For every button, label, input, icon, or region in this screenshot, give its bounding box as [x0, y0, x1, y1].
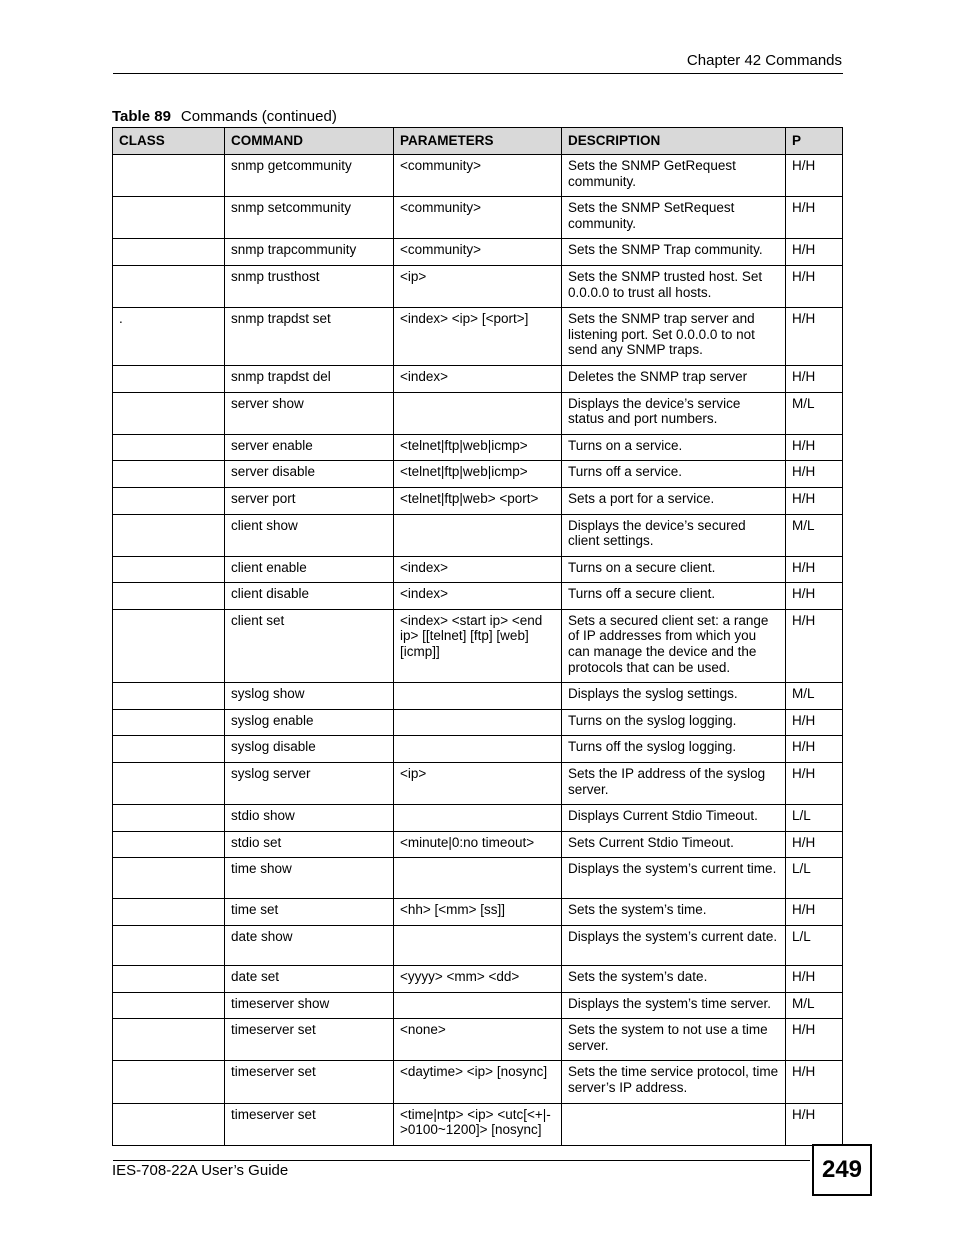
cell-class: [113, 763, 225, 805]
cell-parameters: <community>: [394, 239, 562, 266]
column-header-parameters: PARAMETERS: [394, 128, 562, 155]
table-body: [113, 155, 843, 1146]
cell-p: M/L: [786, 514, 843, 556]
cell-p: M/L: [786, 992, 843, 1019]
cell-description: Turns on the syslog logging.: [562, 709, 786, 736]
cell-description: Sets the SNMP trusted host. Set 0.0.0.0 to trust all hosts.: [562, 265, 786, 307]
cell-command: date show: [225, 926, 394, 966]
cell-p: H/H: [786, 1019, 843, 1061]
cell-command: snmp trapcommunity: [225, 239, 394, 266]
cell-parameters: [394, 992, 562, 1019]
cell-class: [113, 709, 225, 736]
cell-p: H/H: [786, 763, 843, 805]
cell-parameters: <telnet|ftp|web|icmp>: [394, 461, 562, 488]
table-row: [113, 763, 843, 805]
cell-description: Displays the device’s service status and port numbers.: [562, 392, 786, 434]
column-header-p: P: [786, 128, 843, 155]
cell-command: snmp trapdst set: [225, 308, 394, 366]
cell-command: timeserver show: [225, 992, 394, 1019]
cell-command: timeserver set: [225, 1103, 394, 1145]
cell-p: H/H: [786, 899, 843, 926]
table-caption-label: Table 89: [112, 108, 171, 125]
cell-p: H/H: [786, 736, 843, 763]
cell-p: H/H: [786, 365, 843, 392]
cell-class: [113, 926, 225, 966]
cell-description: Displays the system’s current date.: [562, 926, 786, 966]
cell-p: H/H: [786, 461, 843, 488]
cell-p: H/H: [786, 831, 843, 858]
table-row: [113, 583, 843, 610]
cell-parameters: [394, 805, 562, 832]
cell-command: client disable: [225, 583, 394, 610]
cell-description: Sets the system to not use a time server.: [562, 1019, 786, 1061]
cell-class: [113, 265, 225, 307]
cell-command: client set: [225, 609, 394, 682]
cell-description: Turns on a service.: [562, 434, 786, 461]
cell-class: [113, 966, 225, 993]
cell-class: [113, 514, 225, 556]
cell-p: H/H: [786, 197, 843, 239]
cell-p: M/L: [786, 392, 843, 434]
cell-description: Turns off a secure client.: [562, 583, 786, 610]
cell-description: Sets the time service protocol, time server’s IP address.: [562, 1061, 786, 1103]
table-row: [113, 197, 843, 239]
cell-class: [113, 1019, 225, 1061]
cell-description: Turns off the syslog logging.: [562, 736, 786, 763]
cell-description: Sets the system’s time.: [562, 899, 786, 926]
cell-p: H/H: [786, 1061, 843, 1103]
cell-parameters: [394, 709, 562, 736]
cell-parameters: <ip>: [394, 265, 562, 307]
table-row: [113, 736, 843, 763]
table-row: [113, 556, 843, 583]
cell-parameters: <daytime> <ip> [nosync]: [394, 1061, 562, 1103]
cell-parameters: <minute|0:no timeout>: [394, 831, 562, 858]
cell-parameters: [394, 392, 562, 434]
cell-parameters: <index> <start ip> <end ip> [[telnet] [ftp] [web] [icmp]]: [394, 609, 562, 682]
column-header-class: CLASS: [113, 128, 225, 155]
cell-parameters: <community>: [394, 197, 562, 239]
table-row: [113, 926, 843, 966]
cell-class: [113, 805, 225, 832]
cell-parameters: <index>: [394, 556, 562, 583]
cell-class: [113, 556, 225, 583]
cell-command: snmp trusthost: [225, 265, 394, 307]
cell-parameters: <time|ntp> <ip> <utc[<+|->0100~1200]> [nosync]: [394, 1103, 562, 1145]
cell-class: [113, 609, 225, 682]
cell-p: M/L: [786, 683, 843, 710]
cell-class: [113, 1061, 225, 1103]
cell-p: H/H: [786, 966, 843, 993]
cell-class: [113, 365, 225, 392]
cell-description: Sets a port for a service.: [562, 487, 786, 514]
cell-class: [113, 992, 225, 1019]
cell-parameters: <index>: [394, 365, 562, 392]
commands-table: [112, 127, 843, 1146]
cell-command: server disable: [225, 461, 394, 488]
table-row: [113, 155, 843, 197]
cell-p: H/H: [786, 155, 843, 197]
cell-class: [113, 858, 225, 899]
cell-class: .: [113, 308, 225, 366]
cell-command: syslog disable: [225, 736, 394, 763]
cell-description: Displays Current Stdio Timeout.: [562, 805, 786, 832]
table-row: [113, 805, 843, 832]
table-row: [113, 831, 843, 858]
cell-class: [113, 434, 225, 461]
cell-description: Deletes the SNMP trap server: [562, 365, 786, 392]
cell-command: server enable: [225, 434, 394, 461]
cell-class: [113, 736, 225, 763]
table-row: [113, 1019, 843, 1061]
cell-parameters: [394, 736, 562, 763]
table-row: [113, 858, 843, 899]
cell-command: timeserver set: [225, 1019, 394, 1061]
cell-command: server show: [225, 392, 394, 434]
cell-class: [113, 239, 225, 266]
cell-p: H/H: [786, 487, 843, 514]
cell-class: [113, 899, 225, 926]
cell-command: syslog enable: [225, 709, 394, 736]
cell-description: Turns on a secure client.: [562, 556, 786, 583]
table-row: [113, 992, 843, 1019]
table-row: [113, 899, 843, 926]
table-header-row: [113, 128, 843, 155]
cell-class: [113, 487, 225, 514]
cell-description: Sets the SNMP SetRequest community.: [562, 197, 786, 239]
table-row: [113, 966, 843, 993]
table-row: [113, 683, 843, 710]
table-row: [113, 1103, 843, 1145]
cell-parameters: <index>: [394, 583, 562, 610]
cell-description: Sets the SNMP Trap community.: [562, 239, 786, 266]
footer-divider: [113, 1160, 810, 1161]
cell-class: [113, 461, 225, 488]
guide-title: IES-708-22A User’s Guide: [112, 1162, 289, 1179]
cell-description: Sets Current Stdio Timeout.: [562, 831, 786, 858]
cell-p: H/H: [786, 556, 843, 583]
table-row: [113, 434, 843, 461]
cell-command: timeserver set: [225, 1061, 394, 1103]
cell-parameters: <telnet|ftp|web> <port>: [394, 487, 562, 514]
cell-parameters: <index> <ip> [<port>]: [394, 308, 562, 366]
cell-command: time set: [225, 899, 394, 926]
table-row: [113, 609, 843, 682]
cell-command: snmp trapdst del: [225, 365, 394, 392]
cell-class: [113, 392, 225, 434]
cell-parameters: <none>: [394, 1019, 562, 1061]
chapter-header: Chapter 42 Commands: [686, 52, 842, 69]
cell-command: snmp setcommunity: [225, 197, 394, 239]
cell-description: Turns off a service.: [562, 461, 786, 488]
cell-class: [113, 831, 225, 858]
cell-description: Sets the IP address of the syslog server.: [562, 763, 786, 805]
cell-p: H/H: [786, 709, 843, 736]
cell-p: H/H: [786, 308, 843, 366]
cell-command: date set: [225, 966, 394, 993]
table-row: [113, 392, 843, 434]
cell-command: stdio set: [225, 831, 394, 858]
table-row: [113, 709, 843, 736]
cell-p: L/L: [786, 858, 843, 899]
cell-parameters: [394, 926, 562, 966]
cell-p: H/H: [786, 239, 843, 266]
cell-description: Displays the system’s current time.: [562, 858, 786, 899]
cell-parameters: <ip>: [394, 763, 562, 805]
table-row: [113, 514, 843, 556]
cell-parameters: <yyyy> <mm> <dd>: [394, 966, 562, 993]
cell-description: Sets the SNMP trap server and listening port. Set 0.0.0.0 to not send any SNMP traps.: [562, 308, 786, 366]
cell-class: [113, 197, 225, 239]
cell-description: Displays the syslog settings.: [562, 683, 786, 710]
cell-description: Sets a secured client set: a range of IP addresses from which you can manage the device and the protocols that can be used.: [562, 609, 786, 682]
table-row: [113, 239, 843, 266]
table-row: [113, 265, 843, 307]
cell-parameters: [394, 858, 562, 899]
table-caption-title: Commands (continued): [180, 108, 337, 125]
table-row: [113, 365, 843, 392]
cell-command: syslog server: [225, 763, 394, 805]
cell-parameters: <telnet|ftp|web|icmp>: [394, 434, 562, 461]
cell-command: snmp getcommunity: [225, 155, 394, 197]
cell-description: Sets the SNMP GetRequest community.: [562, 155, 786, 197]
table-row: [113, 461, 843, 488]
cell-class: [113, 683, 225, 710]
column-header-command: COMMAND: [225, 128, 394, 155]
cell-description: Displays the device’s secured client settings.: [562, 514, 786, 556]
cell-class: [113, 1103, 225, 1145]
cell-description: Displays the system’s time server.: [562, 992, 786, 1019]
cell-command: time show: [225, 858, 394, 899]
cell-parameters: [394, 683, 562, 710]
cell-command: syslog show: [225, 683, 394, 710]
cell-p: L/L: [786, 926, 843, 966]
column-header-description: DESCRIPTION: [562, 128, 786, 155]
cell-command: stdio show: [225, 805, 394, 832]
cell-p: H/H: [786, 265, 843, 307]
header-divider: [113, 73, 843, 74]
cell-p: H/H: [786, 1103, 843, 1145]
table-caption: [112, 108, 337, 125]
cell-description: [562, 1103, 786, 1145]
table-row: [113, 487, 843, 514]
cell-p: L/L: [786, 805, 843, 832]
cell-command: client enable: [225, 556, 394, 583]
table-row: [113, 308, 843, 366]
cell-parameters: <community>: [394, 155, 562, 197]
cell-p: H/H: [786, 434, 843, 461]
cell-p: H/H: [786, 609, 843, 682]
cell-description: Sets the system’s date.: [562, 966, 786, 993]
cell-class: [113, 583, 225, 610]
cell-parameters: <hh> [<mm> [ss]]: [394, 899, 562, 926]
cell-command: client show: [225, 514, 394, 556]
cell-parameters: [394, 514, 562, 556]
table-row: [113, 1061, 843, 1103]
page-number: 249: [812, 1144, 872, 1196]
cell-command: server port: [225, 487, 394, 514]
cell-class: [113, 155, 225, 197]
cell-p: H/H: [786, 583, 843, 610]
